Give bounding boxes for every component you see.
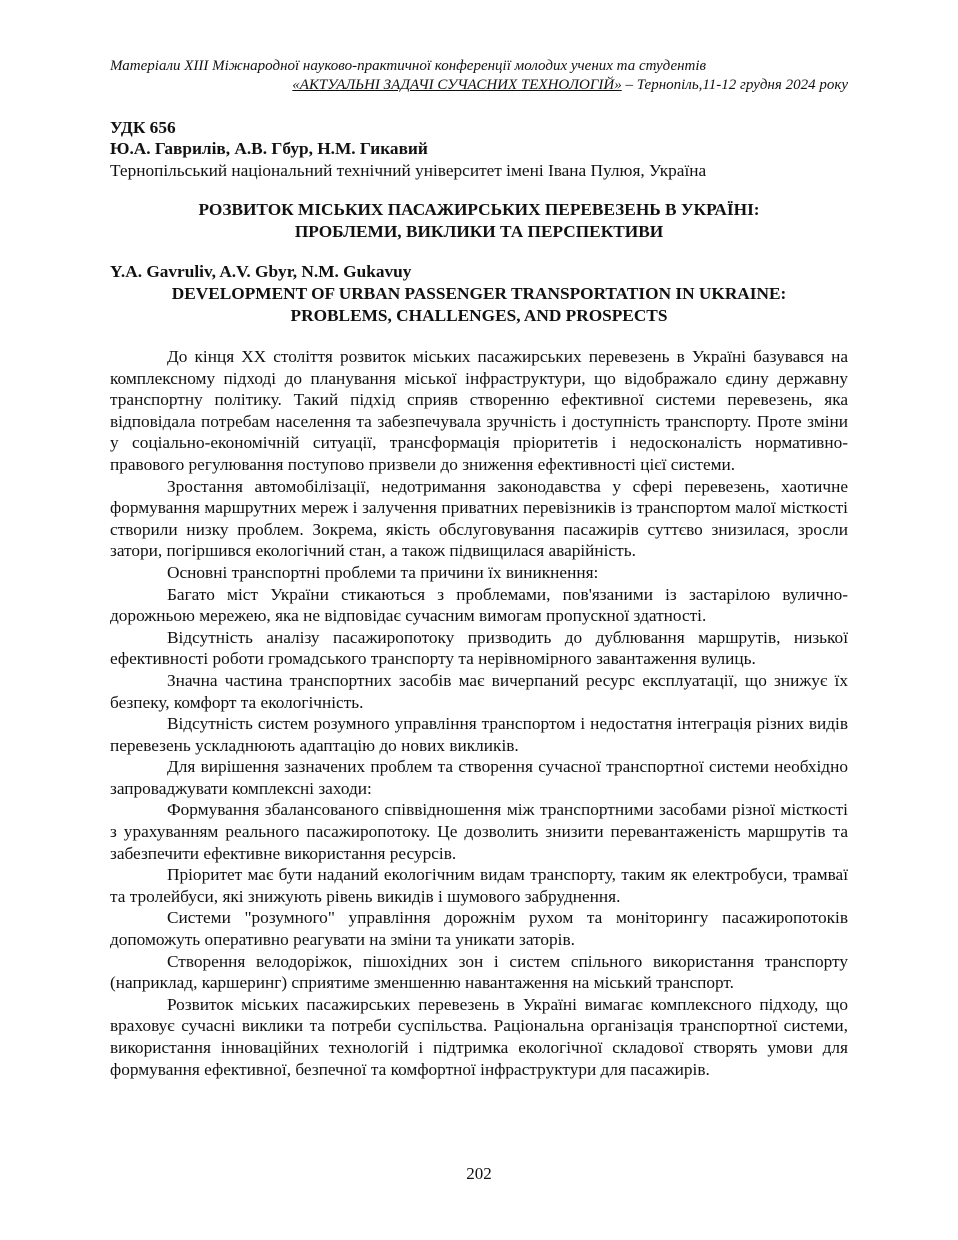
udk-code: УДК 656	[110, 118, 176, 137]
body-paragraph: Основні транспортні проблеми та причини їх виникнення:	[167, 562, 599, 582]
conference-place-date: – Тернопіль,11-12 грудня 2024 року	[621, 77, 848, 93]
body-paragraph: Системи "розумного" управління дорожнім рухом та моніторингу пасажиропотоків допоможуть оперативно реагувати на зміни та уникати заторів.	[110, 908, 848, 950]
title-ukrainian-line-2: ПРОБЛЕМИ, ВИКЛИКИ ТА ПЕРСПЕКТИВИ	[294, 222, 664, 241]
body-paragraph: Розвиток міських пасажирських перевезень в Україні вимагає комплексного підходу, що враховує сучасні виклики та потреби суспільства. Раціональна організація транспортної системи, використання інноваційних технологій і підтримка екологічної складової створять умови для формування ефективної, безпечної та комфортної інфраструктури для пасажирів.	[110, 994, 848, 1079]
body-paragraph: Відсутність систем розумного управління транспортом і недостатня інтеграція різних видів перевезень ускладнюють адаптацію до нових викликів.	[110, 714, 848, 755]
affiliation: Тернопільський національний технічний університет імені Івана Пулюя, Україна	[110, 161, 707, 180]
article-body	[110, 346, 848, 1080]
body-paragraph: Значна частина транспортних засобів має вичерпаний ресурс експлуатації, що знижує їх безпеку, комфорт та екологічність.	[110, 670, 848, 712]
body-paragraph: Створення велодоріжок, пішохідних зон і систем спільного використання транспорту (наприклад, каршеринг) сприятиме зменшенню навантаження на міський транспорт.	[110, 951, 848, 993]
body-paragraph: Пріоритет має бути наданий екологічним видам транспорту, таким як електробуси, трамваї та тролейбуси, які знижують рівень викидів і шумового забруднення.	[110, 865, 848, 906]
title-english	[110, 283, 848, 327]
body-paragraph: Зростання автомобілізації, недотримання законодавства у сфері перевезень, хаотичне формування маршрутних мереж і залучення приватних перевізників із транспортом малої місткості створили низку проблем. Зокрема, якість обслуговування пасажирів суттєво знизилася, зросли затори, погіршився екологічний стан, а також підвищилася аварійність.	[110, 476, 848, 561]
body-paragraph: Формування збалансованого співвідношення між транспортними засобами різної місткості з урахуванням реального пасажиропотоку. Це дозволить знизити перевантаженість маршрутів та забезпечити ефективне використання ресурсів.	[110, 800, 848, 863]
conference-header-line-2	[110, 76, 848, 94]
body-paragraph: Для вирішення зазначених проблем та створення сучасної транспортної системи необхідно запроваджувати комплексні заходи:	[110, 757, 848, 798]
title-ukrainian-line-1: РОЗВИТОК МІСЬКИХ ПАСАЖИРСЬКИХ ПЕРЕВЕЗЕНЬ В УКРАЇНІ:	[198, 200, 760, 219]
authors-english: Y.A. Gavruliv, A.V. Gbyr, N.M. Gukavuy	[110, 262, 412, 281]
title-ukrainian	[110, 199, 848, 243]
body-paragraph: Відсутність аналізу пасажиропотоку призводить до дублювання маршрутів, низької ефективності роботи громадського транспорту та нерівномірного завантаження вулиць.	[110, 627, 848, 669]
title-english-line-2: PROBLEMS, CHALLENGES, AND PROSPECTS	[290, 306, 668, 325]
conference-name: «АКТУАЛЬНІ ЗАДАЧІ СУЧАСНИХ ТЕХНОЛОГІЙ»	[292, 77, 622, 93]
body-paragraph: Багато міст України стикаються з проблемами, пов'язаними із застарілою вулично-дорожньою мережею, яка не відповідає сучасним вимогам пропускної здатності.	[110, 584, 848, 626]
conference-header-line-1: Матеріали XIII Міжнародної науково-практичної конференції молодих учених та студентів	[110, 58, 707, 74]
body-paragraph: До кінця XX століття розвиток міських пасажирських перевезень в Україні базувався на комплексному підході до планування міської інфраструктури, що відображало єдину державну транспортну політику. Такий підхід сприяв створенню ефективної системи перевезень, яка відповідала потребам населення та забезпечувала зручність і доступність транспорту. Проте зміни у соціально-економічній ситуації, трансформація пріоритетів і недосконалість нормативно-правового регулювання поступово призвели до зниження ефективності цієї системи.	[110, 347, 848, 474]
page-number: 202	[466, 1164, 492, 1183]
title-english-line-1: DEVELOPMENT OF URBAN PASSENGER TRANSPORTATION IN UKRAINE:	[171, 284, 787, 303]
authors-ukrainian: Ю.А. Гаврилів, А.В. Гбур, Н.М. Гикавий	[110, 139, 428, 158]
